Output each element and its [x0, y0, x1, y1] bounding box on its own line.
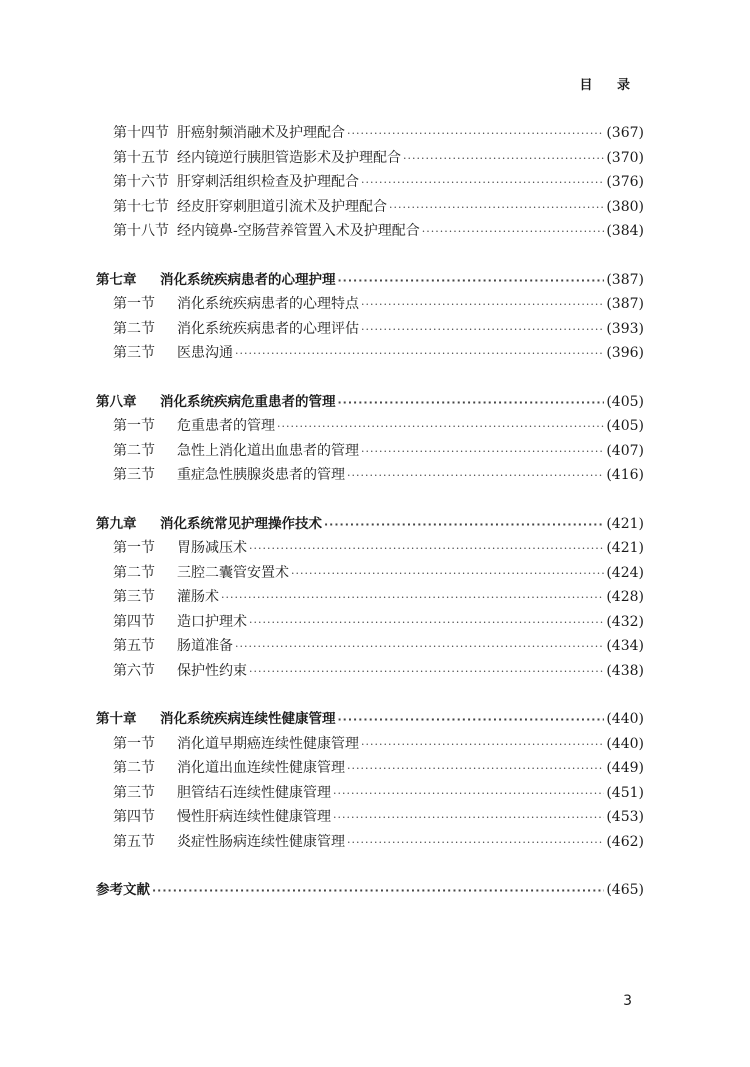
section-number: 第十六节	[113, 174, 169, 190]
section-title: 消化系统疾病患者的心理特点	[177, 296, 359, 312]
section-title: 慢性肝病连续性健康管理	[177, 809, 331, 825]
page-ref: (451)	[606, 784, 644, 801]
page-ref: (462)	[606, 833, 644, 850]
section-title: 消化系统疾病患者的心理评估	[177, 320, 359, 337]
toc-section-entry	[96, 756, 644, 781]
section-number: 第一节	[113, 735, 155, 752]
section-title: 胃肠减压术	[177, 540, 247, 556]
toc-section-entry	[96, 781, 644, 806]
page-ref: (432)	[606, 613, 644, 630]
section-title: 胆管结石连续性健康管理	[177, 784, 331, 801]
page-ref: (387)	[606, 296, 644, 312]
dot-leader	[347, 464, 604, 489]
dot-leader	[324, 513, 604, 538]
dot-leader	[333, 782, 604, 807]
toc-section-entry	[96, 146, 644, 171]
page-ref: (407)	[606, 442, 644, 459]
page-ref: (396)	[606, 345, 644, 361]
dot-leader	[347, 122, 604, 147]
page-ref: (384)	[606, 223, 644, 239]
page-ref: (370)	[606, 149, 644, 166]
section-number: 第六节	[113, 662, 155, 679]
toc-section-entry	[96, 732, 644, 757]
chapter-title: 消化系统疾病患者的心理护理	[160, 271, 336, 288]
section-number: 第二节	[113, 760, 155, 776]
section-title: 经内镜鼻-空肠营养管置入术及护理配合	[177, 223, 420, 239]
section-title: 三腔二囊管安置术	[177, 564, 289, 581]
dot-leader	[361, 293, 604, 318]
section-title: 危重患者的管理	[177, 418, 275, 434]
page-ref: (376)	[606, 174, 644, 190]
dot-leader	[338, 391, 605, 416]
toc-section-entry	[96, 536, 644, 561]
section-title: 医患沟通	[177, 345, 233, 361]
section-number: 第三节	[113, 784, 155, 801]
dot-leader	[235, 635, 604, 660]
dot-leader	[277, 415, 604, 440]
page-ref: (440)	[606, 711, 644, 727]
dot-leader	[249, 611, 604, 636]
dot-leader	[152, 879, 604, 904]
toc-section-entry	[96, 659, 644, 684]
section-number: 第十七节	[113, 198, 169, 215]
page-ref: (438)	[606, 662, 644, 679]
dot-leader	[338, 269, 605, 294]
section-number: 第十四节	[113, 125, 169, 141]
chapter-title: 消化系统疾病危重患者的管理	[160, 393, 336, 410]
dot-leader	[249, 660, 604, 685]
section-title: 肠道准备	[177, 638, 233, 654]
toc-section-entry	[96, 610, 644, 635]
section-title: 炎症性肠病连续性健康管理	[177, 833, 345, 850]
chapter-number: 第七章	[96, 271, 137, 288]
section-number: 第三节	[113, 467, 155, 483]
section-number: 第二节	[113, 564, 155, 581]
chapter-number: 第八章	[96, 393, 137, 410]
page-ref: (380)	[606, 198, 644, 215]
dot-leader	[389, 196, 604, 221]
page-ref: (440)	[606, 735, 644, 752]
toc-section-entry	[96, 121, 644, 146]
toc-section-entry	[96, 585, 644, 610]
dot-leader	[291, 562, 604, 587]
toc-section-entry	[96, 463, 644, 488]
page-ref: (449)	[606, 760, 644, 776]
section-number: 第二节	[113, 320, 155, 337]
section-number: 第三节	[113, 589, 155, 605]
page-ref: (424)	[606, 564, 644, 581]
chapter-title: 消化系统常见护理操作技术	[160, 515, 322, 532]
dot-leader	[347, 757, 604, 782]
toc-section-entry	[96, 170, 644, 195]
toc-chapter-entry	[96, 512, 644, 537]
toc-chapter-entry	[96, 878, 644, 903]
section-title: 造口护理术	[177, 613, 247, 630]
toc-chapter-entry	[96, 707, 644, 732]
page-ref: (416)	[606, 467, 644, 483]
section-number: 第五节	[113, 638, 155, 654]
toc-section-entry	[96, 634, 644, 659]
toc-section-entry	[96, 805, 644, 830]
toc-section-entry	[96, 414, 644, 439]
section-title: 重症急性胰腺炎患者的管理	[177, 467, 345, 483]
page-ref: (421)	[606, 515, 644, 532]
dot-leader	[403, 147, 604, 172]
section-number: 第二节	[113, 442, 155, 459]
chapter-number: 第十章	[96, 711, 137, 727]
chapter-number: 第九章	[96, 515, 137, 532]
page-ref: (428)	[606, 589, 644, 605]
section-number: 第十八节	[113, 223, 169, 239]
page-ref: (405)	[606, 393, 644, 410]
section-title: 急性上消化道出血患者的管理	[177, 442, 359, 459]
section-number: 第五节	[113, 833, 155, 850]
toc-section-entry	[96, 292, 644, 317]
dot-leader	[361, 171, 604, 196]
dot-leader	[422, 220, 605, 245]
toc-section-entry	[96, 195, 644, 220]
section-number: 第一节	[113, 418, 155, 434]
dot-leader	[361, 318, 604, 343]
section-title: 消化道出血连续性健康管理	[177, 760, 345, 776]
page-ref: (367)	[606, 125, 644, 141]
table-of-contents	[96, 121, 644, 903]
toc-chapter-entry	[96, 268, 644, 293]
toc-section-entry	[96, 219, 644, 244]
page-ref: (421)	[606, 540, 644, 556]
dot-leader	[361, 440, 604, 465]
chapter-title: 参考文献	[96, 882, 150, 898]
page-ref: (387)	[606, 271, 644, 288]
chapter-title: 消化系统疾病连续性健康管理	[160, 711, 336, 727]
section-number: 第一节	[113, 296, 155, 312]
toc-chapter-entry	[96, 390, 644, 415]
section-title: 经内镜逆行胰胆管造影术及护理配合	[177, 149, 401, 166]
toc-section-entry	[96, 317, 644, 342]
toc-section-entry	[96, 439, 644, 464]
section-number: 第四节	[113, 613, 155, 630]
section-title: 消化道早期癌连续性健康管理	[177, 735, 359, 752]
page-number: 3	[623, 993, 632, 1009]
page-ref: (434)	[606, 638, 644, 654]
dot-leader	[221, 586, 604, 611]
toc-section-entry	[96, 830, 644, 855]
dot-leader	[235, 342, 604, 367]
section-number: 第四节	[113, 809, 155, 825]
section-title: 保护性约束	[177, 662, 247, 679]
page-ref: (393)	[606, 320, 644, 337]
section-title: 灌肠术	[177, 589, 219, 605]
section-number: 第三节	[113, 345, 155, 361]
dot-leader	[249, 537, 604, 562]
dot-leader	[333, 806, 604, 831]
section-title: 肝穿刺活组织检查及护理配合	[177, 174, 359, 190]
running-header: 目 录	[579, 78, 640, 93]
section-number: 第一节	[113, 540, 155, 556]
dot-leader	[338, 708, 605, 733]
dot-leader	[361, 733, 604, 758]
page-ref: (453)	[606, 809, 644, 825]
page-ref: (465)	[606, 882, 644, 898]
section-title: 经皮肝穿刺胆道引流术及护理配合	[177, 198, 387, 215]
dot-leader	[347, 831, 604, 856]
page-ref: (405)	[606, 418, 644, 434]
section-title: 肝癌射频消融术及护理配合	[177, 125, 345, 141]
section-number: 第十五节	[113, 149, 169, 166]
toc-section-entry	[96, 561, 644, 586]
toc-section-entry	[96, 341, 644, 366]
